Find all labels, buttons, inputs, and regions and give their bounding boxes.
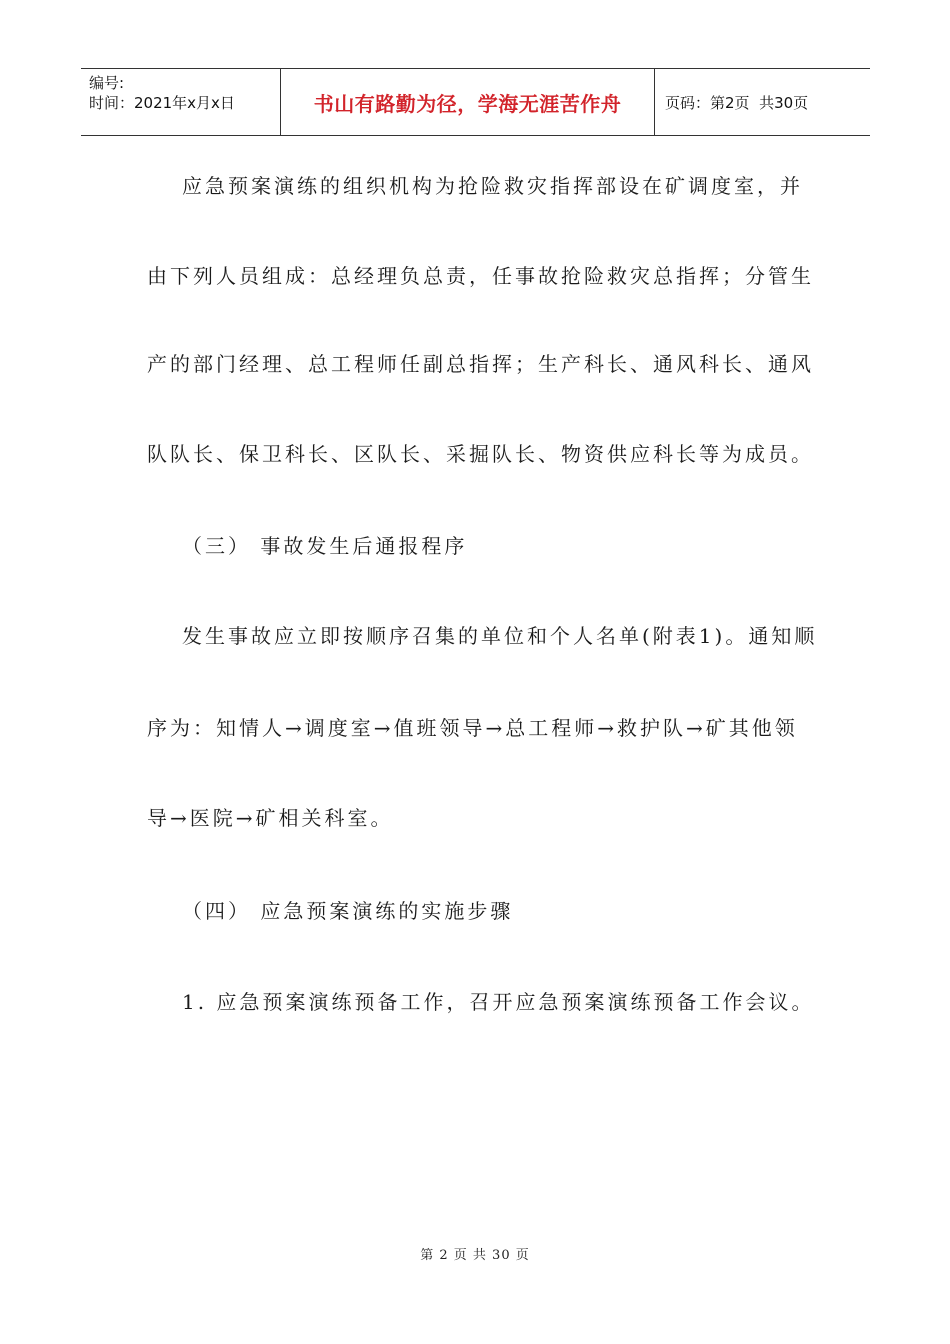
- paragraph-line: 应急预案演练的组织机构为抢险救灾指挥部设在矿调度室，并: [182, 174, 803, 198]
- paragraph-line: 发生事故应立即按顺序召集的单位和个人名单(附表1)。通知顺: [182, 624, 818, 648]
- paragraph-line: 队队长、保卫科长、区队长、采掘队长、物资供应科长等为成员。: [147, 442, 814, 466]
- paragraph-line: 导→医院→矿相关科室。: [147, 806, 394, 830]
- header-meta: [81, 69, 281, 135]
- header-page-info: [655, 69, 870, 135]
- paragraph-line: 序为：知情人→调度室→值班领导→总工程师→救护队→矿其他领: [147, 716, 798, 740]
- page-footer: 第 2 页 共 30 页: [420, 1248, 530, 1263]
- document-number-label: 编号:: [89, 74, 125, 92]
- section-heading: （四） 应急预案演练的实施步骤: [182, 899, 514, 923]
- paragraph-line: 产的部门经理、总工程师任副总指挥；生产科长、通风科长、通风: [147, 352, 814, 376]
- header-motto: 书山有路勤为径，学海无涯苦作舟: [281, 69, 655, 135]
- paragraph-line: 由下列人员组成：总经理负总责，任事故抢险救灾总指挥；分管生: [147, 264, 814, 288]
- page-header: [81, 68, 870, 136]
- header-page-info-text: 页码：第2页 共30页: [665, 93, 809, 112]
- document-time-label: 时间：2021年x月x日: [89, 94, 235, 112]
- list-item: 1. 应急预案演练预备工作，召开应急预案演练预备工作会议。: [182, 990, 815, 1014]
- section-heading: （三） 事故发生后通报程序: [182, 534, 468, 558]
